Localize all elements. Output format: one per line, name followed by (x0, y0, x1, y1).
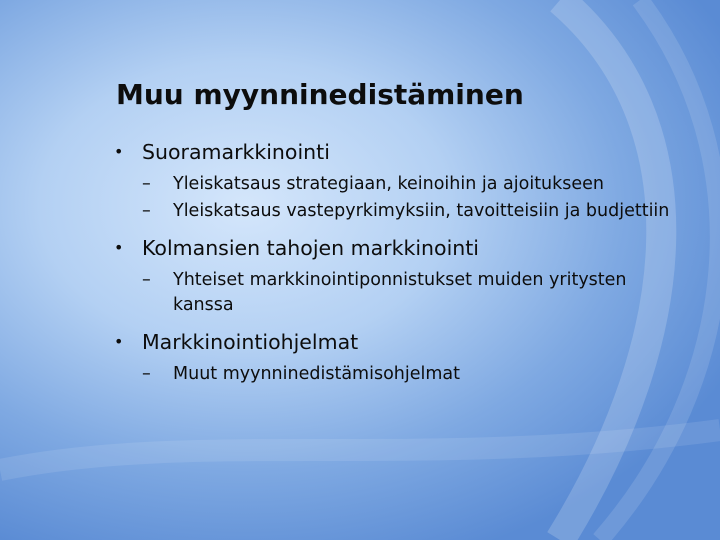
sub-bullet-text: Yhteiset markkinointiponnistukset muiden yritysten kanssa (173, 270, 627, 315)
bullet-text: Suoramarkkinointi (142, 140, 330, 164)
bullet-item-kolmansien-tahojen (114, 234, 674, 318)
sub-bullet-item (142, 172, 674, 197)
bullet-list (114, 138, 674, 389)
sub-bullet-list (142, 268, 674, 318)
sub-bullet-text: Yleiskatsaus vastepyrkimyksiin, tavoitteisiin ja budjettiin (173, 201, 670, 221)
sub-bullet-list (142, 172, 674, 224)
sub-bullet-text: Muut myynninedistämisohjelmat (173, 364, 460, 384)
bullet-item-markkinointiohjelmat (114, 328, 674, 387)
sub-bullet-item (142, 199, 674, 224)
bullet-item-suoramarkkinointi (114, 138, 674, 224)
dash-glyph: – (142, 270, 151, 290)
sub-bullet-list (142, 362, 674, 387)
bullet-text: Kolmansien tahojen markkinointi (142, 236, 479, 260)
dash-glyph: – (142, 201, 151, 221)
bullet-text: Markkinointiohjelmat (142, 330, 359, 354)
bullet-glyph: • (114, 238, 124, 257)
slide-title: Muu myynninedistäminen (116, 78, 524, 111)
sub-bullet-item (142, 268, 674, 318)
bullet-glyph: • (114, 142, 124, 161)
sub-bullet-item (142, 362, 674, 387)
dash-glyph: – (142, 364, 151, 384)
bullet-glyph: • (114, 332, 124, 351)
sub-bullet-text: Yleiskatsaus strategiaan, keinoihin ja ajoitukseen (173, 174, 605, 194)
dash-glyph: – (142, 174, 151, 194)
